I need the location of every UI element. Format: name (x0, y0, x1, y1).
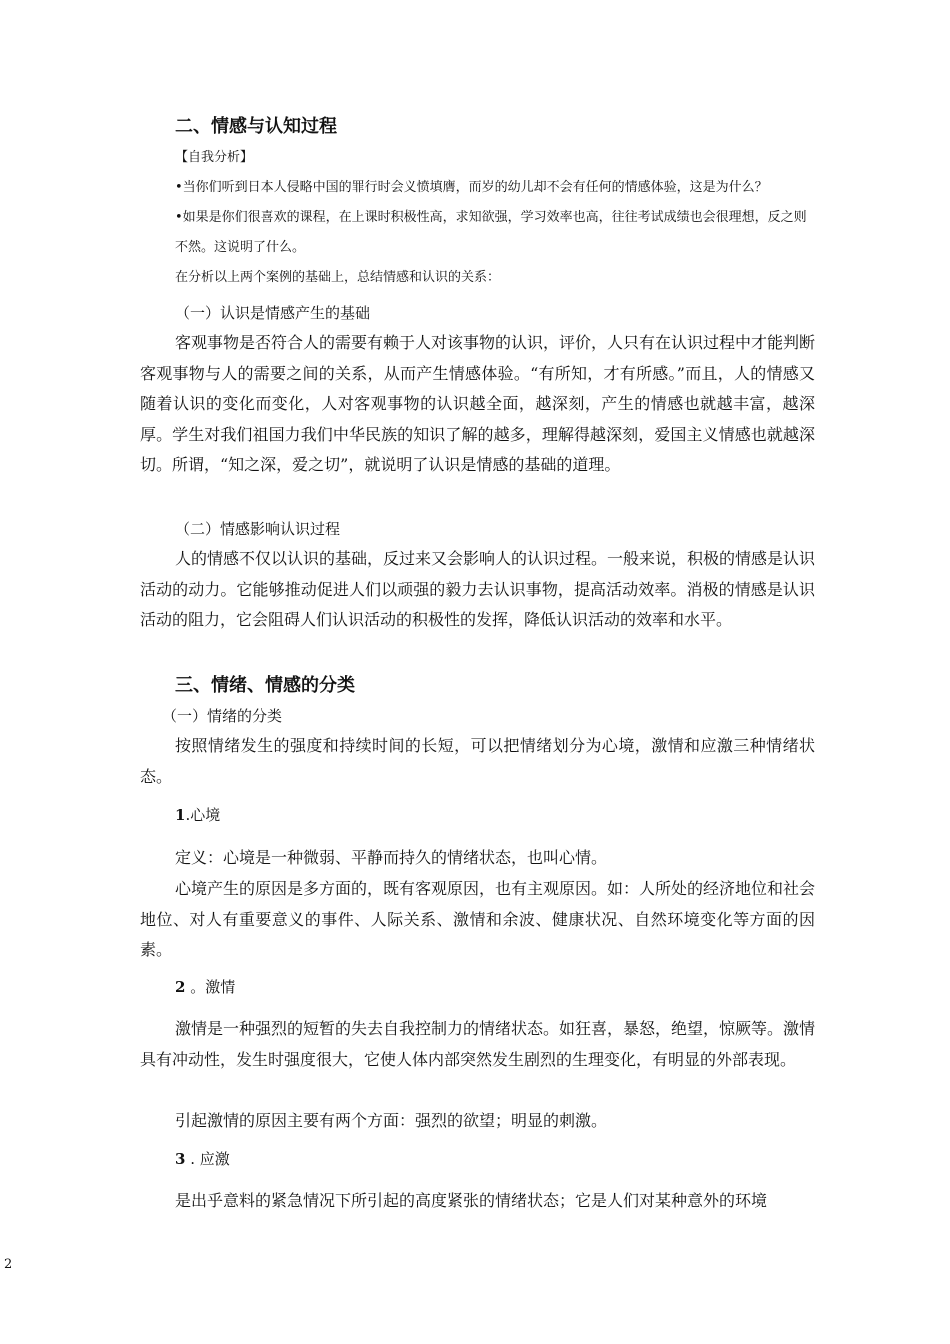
item2-heading (175, 974, 235, 1000)
subheading-emotion-affects-cognition: （二）情感影响认识过程 (175, 520, 341, 538)
item2-number: 2 (175, 978, 186, 996)
self-analysis-label: 【自我分析】 (175, 150, 254, 165)
paragraph-passion-definition: 激情是一种强烈的短暂的失去自我控制力的情绪状态。如狂喜，暴怒，绝望，惊厥等。激情具有冲动性，发生时强度很大，它使人体内部突然发生剧烈的生理变化，有明显的外部表现。 (140, 1019, 816, 1069)
page-number: 2 (4, 1257, 13, 1272)
paragraph-mood-definition: 定义：心境是一种微弱、平静而持久的情绪状态，也叫心情。 (175, 848, 608, 867)
summary-intro: 在分析以上两个案例的基础上，总结情感和认识的关系： (175, 270, 501, 285)
paragraph-passion-cause: 引起激情的原因主要有两个方面：强烈的欲望；明显的刺激。 (175, 1111, 608, 1130)
item2-separator: 。 (190, 978, 206, 996)
paragraph-mood-cause: 心境产生的原因是多方面的，既有客观原因，也有主观原因。如：人所处的经济地位和社会地位、对人有重要意义的事件、人际关系、激情和余波、健康状况、自然环境变化等方面的因素。 (140, 879, 816, 959)
paragraph-stress-definition: 是出乎意料的紧急情况下所引起的高度紧张的情绪状态；它是人们对某种意外的环境 (175, 1191, 768, 1210)
item3-separator: . (190, 1150, 195, 1168)
self-analysis-block (140, 143, 815, 293)
paragraph-classification-intro: 按照情绪发生的强度和持续时间的长短，可以把情绪划分为心境，激情和应激三种情绪状态。 (140, 736, 815, 786)
item3-title: 应激 (199, 1150, 230, 1168)
item1-heading (175, 802, 220, 828)
bullet-item-2: •如果是你们很喜欢的课程，在上课时积极性高，求知欲强，学习效率也高，往往考试成绩也会很理想，反之则不然。这说明了什么。 (175, 210, 807, 255)
section2-heading: 二、情感与认知过程 (175, 116, 337, 137)
item2-title: 激情 (205, 978, 236, 996)
bullet-item-1: •当你们听到日本人侵略中国的罪行时会义愤填膺，而岁的幼儿却不会有任何的情感体验，这是为什么？ (175, 180, 768, 195)
subheading-cognition-basis: （一）认识是情感产生的基础 (175, 304, 371, 322)
subheading-emotion-classification: （一）情绪的分类 (162, 707, 283, 725)
item1-number: 1 (175, 806, 186, 824)
item3-heading (175, 1146, 230, 1172)
item3-number: 3 (175, 1150, 186, 1168)
paragraph-cognition-basis: 客观事物是否符合人的需要有赖于人对该事物的认识，评价，人只有在认识过程中才能判断客观事物与人的需要之间的关系，从而产生情感体验。“有所知，才有所感。”而且，人的情感又随着认识的变化而变化，人对客观事物的认识越全面，越深刻，产生的情感也就越丰富，越深厚。学生对我们祖国力我们中华民族的知识了解的越多，理解得越深刻，爱国主义情感也就越深切。所谓，“知之深，爱之切”，就说明了认识是情感的基础的道理。 (140, 333, 816, 474)
item1-title: 心境 (190, 806, 221, 824)
paragraph-emotion-affects-cognition: 人的情感不仅以认识的基础，反过来又会影响人的认识过程。一般来说，积极的情感是认识活动的动力。它能够推动促进人们以顽强的毅力去认识事物，提高活动效率。消极的情感是认识活动的阻力，它会阻碍人们认识活动的积极性的发挥，降低认识活动的效率和水平。 (140, 549, 816, 629)
item1-separator: . (185, 806, 191, 824)
section3-heading: 三、情绪、情感的分类 (175, 675, 355, 696)
